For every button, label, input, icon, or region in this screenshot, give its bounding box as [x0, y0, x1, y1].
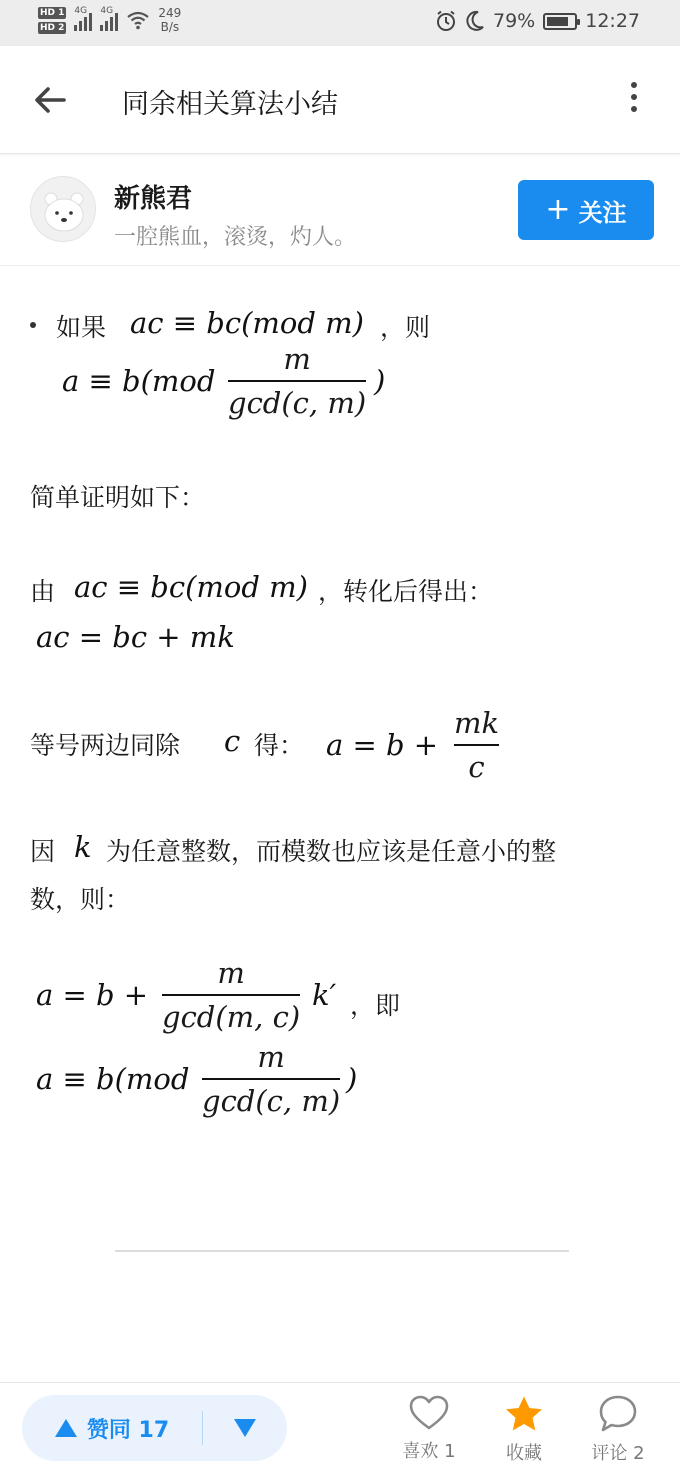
p3-suffix: ，转化后得出：: [318, 577, 494, 606]
vote-up-button[interactable]: [22, 1395, 202, 1461]
network-type-2: 4G: [100, 6, 114, 16]
follow-label: 关注: [578, 198, 627, 227]
app-bar: [0, 46, 680, 154]
moon-icon: [465, 10, 485, 32]
p7-denominator: gcd(c, m): [202, 1084, 341, 1118]
p2-text: 简单证明如下：: [30, 483, 206, 512]
p4-var: c: [224, 724, 241, 758]
author-bio: 一腔熊血，滚烫，灼人。: [114, 225, 357, 250]
alarm-icon: [435, 10, 457, 32]
p6-fraction: [162, 956, 300, 1034]
p6-tail: k′: [312, 978, 337, 1012]
p3-prefix: 由: [30, 577, 56, 606]
p3-equation: ac = bc + mk: [36, 620, 235, 654]
p4-denominator: c: [468, 750, 485, 784]
p4-fraction: [454, 706, 499, 784]
battery-icon: [543, 13, 577, 30]
plus-icon: +: [545, 192, 571, 227]
speed-value: 249: [158, 6, 182, 20]
section-divider: [115, 1250, 569, 1252]
hd1-badge: HD 1: [40, 7, 65, 18]
p1-fraction: [228, 342, 366, 420]
p1-math: ac ≡ bc(mod m): [130, 306, 364, 340]
p1-close: ): [374, 364, 386, 398]
author-name[interactable]: 新熊君: [114, 184, 193, 214]
p6-numerator: m: [217, 956, 245, 990]
comment-bubble-icon: [598, 1395, 638, 1433]
p4-prefix: 等号两边同除: [30, 731, 181, 760]
vote-pill: [22, 1395, 287, 1461]
favorite-label: 收藏: [506, 1443, 542, 1464]
battery-percent: 79%: [493, 10, 536, 32]
like-button[interactable]: [389, 1395, 469, 1463]
signal-icon: [74, 6, 92, 31]
p5-prefix: 因: [30, 837, 56, 866]
heart-icon: [409, 1395, 449, 1431]
p6-denominator: gcd(m, c): [162, 1000, 301, 1034]
status-bar: [0, 0, 680, 46]
comment-label: 评论 2: [591, 1443, 645, 1464]
status-left: [38, 6, 181, 34]
triangle-down-icon: [234, 1419, 256, 1437]
favorite-button[interactable]: [484, 1395, 564, 1465]
hd2-badge: HD 2: [40, 22, 65, 33]
author-header: [0, 154, 680, 266]
hd-indicators: [38, 7, 66, 34]
p6-suffix: ，即: [350, 991, 401, 1020]
p5-line2: 数，则：: [30, 885, 131, 914]
follow-button[interactable]: [518, 180, 654, 240]
star-icon: [504, 1395, 544, 1433]
speed-unit: B/s: [160, 20, 180, 34]
p5-line1: 为任意整数，而模数也应该是任意小的整: [106, 837, 557, 866]
avatar[interactable]: [30, 176, 96, 242]
more-options-icon[interactable]: [620, 82, 648, 122]
p4-lhs: a = b +: [326, 728, 439, 762]
signal-icon-2: [100, 6, 118, 31]
bullet-dot: [30, 322, 36, 328]
bear-avatar-icon: [31, 177, 96, 242]
p7-fraction: [202, 1040, 340, 1118]
back-arrow-icon[interactable]: [30, 80, 70, 120]
network-type-1: 4G: [74, 6, 88, 16]
p6-lhs: a = b +: [36, 978, 149, 1012]
p7-numerator: m: [257, 1040, 285, 1074]
p7-lhs: a ≡ b(mod: [36, 1062, 190, 1096]
like-label: 喜欢 1: [402, 1441, 456, 1462]
bottom-action-bar: [0, 1382, 680, 1473]
p7-close: ): [346, 1062, 358, 1096]
p1-denominator: gcd(c, m): [228, 386, 367, 420]
p1-prefix: 如果: [56, 313, 107, 342]
p1-eq-lhs: a ≡ b(mod: [62, 364, 216, 398]
clock: 12:27: [585, 10, 640, 32]
p5-var: k: [74, 830, 92, 864]
p1-numerator: m: [283, 342, 311, 376]
status-right: [435, 10, 640, 32]
page-title: 同余相关算法小结: [122, 89, 338, 120]
p3-math: ac ≡ bc(mod m): [74, 570, 308, 604]
triangle-up-icon: [55, 1419, 77, 1437]
p1-suffix: ，则: [380, 313, 431, 342]
wifi-icon: [126, 10, 150, 30]
p4-numerator: mk: [454, 706, 500, 740]
vote-up-label: 赞同 17: [86, 1417, 170, 1443]
comment-button[interactable]: [578, 1395, 658, 1465]
vote-down-button[interactable]: [203, 1395, 287, 1461]
p4-suffix: 得：: [254, 731, 305, 760]
network-speed: [158, 6, 181, 34]
